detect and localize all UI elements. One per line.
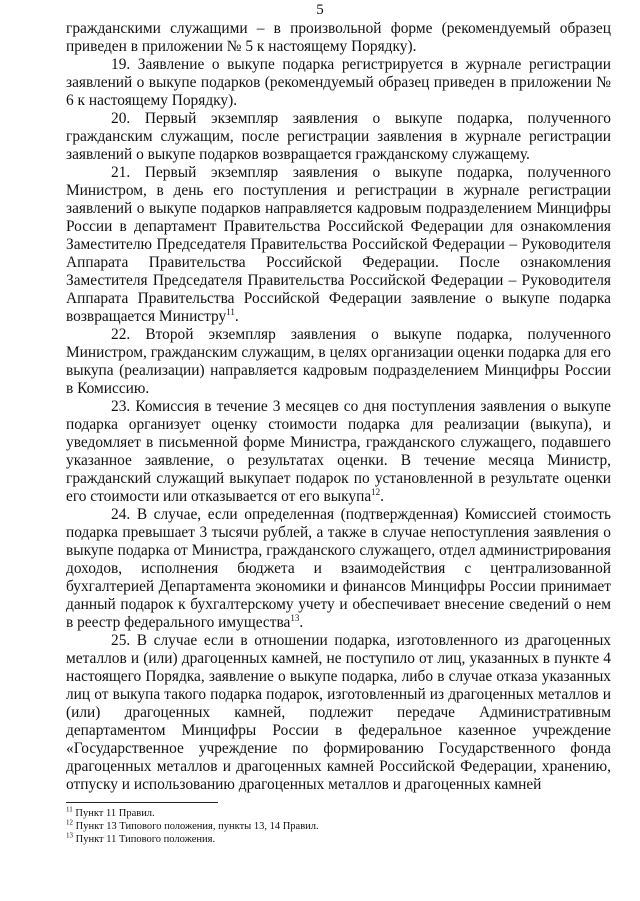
footnote-11: $^{11}$ Пункт 11 Правил.	[66, 805, 155, 819]
paragraph-continuation: гражданскими служащими – в произвольной форме (рекомендуемый образец приведен в приложении № 5 к настоящему Порядку).	[66, 20, 611, 55]
footnote-ref-13[interactable]: 13	[290, 612, 300, 623]
footnote-separator	[66, 802, 218, 803]
paragraph-22: 22. Второй экземпляр заявления о выкупе подарка, полученного Министром, гражданским служащим, в целях организации оценки подарка для его выкупа (реализации) направляется кадровым подразделением Минцифры России в Комиссию.	[66, 326, 611, 397]
footnote-13: $^{13}$ Пункт 11 Типового положения.	[66, 831, 216, 845]
footnote-12: $^{12}$ Пункт 13 Типового положения, пункты 13, 14 Правил.	[66, 818, 319, 832]
footnotes	[66, 807, 611, 846]
footnote-ref-12[interactable]: 12	[371, 486, 381, 497]
paragraph-21: 21. Первый экземпляр заявления о выкупе подарка, полученного Министром, в день его поступления и регистрации в журнале регистрации заявлений о выкупе подарков направляется кадровым подразделением Минцифры России в департамент Правительства Российской Федерации для ознакомления Заместителю Председателя Правительства Российской Федерации – Руководителя Аппарата Правительства Российской Федерации. После ознакомления Заместителя Председателя Правительства Российской Федерации – Руководителя Аппарата Правительства Российской Федерации заявление о выкупе подарка возвращается Министру$^{11}$.	[66, 164, 611, 325]
paragraph-19: 19. Заявление о выкупе подарка регистрируется в журнале регистрации заявлений о выкупе подарков (рекомендуемый образец приведен в приложении № 6 к настоящему Порядку).	[66, 56, 611, 109]
page-number: 5	[316, 2, 324, 18]
paragraph-20: 20. Первый экземпляр заявления о выкупе подарка, полученного гражданским служащим, после регистрации заявления в журнале регистрации заявлений о выкупе подарков возвращается гражданскому служащему.	[66, 110, 611, 163]
document-body	[66, 20, 611, 794]
paragraph-25: 25. В случае если в отношении подарка, изготовленного из драгоценных металлов и (или) драгоценных камней, не поступило от лиц, указанных в пункте 4 настоящего Порядка, заявление о выкупе подарка, либо в случае отказа указанных лиц от выкупа такого подарка подарок, изготовленный из драгоценных металлов и (или) драгоценных камней, подлежит передаче Административным департаментом Минцифры России в федеральное казенное учреждение «Государственное учреждение по формированию Государственного фонда драгоценных металлов и драгоценных камней Российской Федерации, хранению, отпуску и использованию драгоценных металлов и драгоценных камней	[66, 632, 611, 793]
footnote-ref-11[interactable]: 11	[226, 306, 235, 317]
paragraph-24: 24. В случае, если определенная (подтвержденная) Комиссией стоимость подарка превышает 3 тысячи рублей, а также в случае непоступления заявления о выкупе подарка от Министра, гражданского служащего, отдел администрирования доходов, исполнения бюджета и взаимодействия с централизованной бухгалтерией Департамента экономики и финансов Минцифры России принимает данный подарок к бухгалтерскому учету и обеспечивает внесение сведений о нем в реестр федерального имущества$^{13}$.	[66, 506, 611, 631]
paragraph-23: 23. Комиссия в течение 3 месяцев со дня поступления заявления о выкупе подарка организует оценку стоимости подарка для реализации (выкупа), и уведомляет в письменной форме Министра, гражданского служащего, подавшего указанное заявление, о результатах оценки. В течение месяца Министр, гражданский служащий выкупает подарок по установленной в результате оценки его стоимости или отказывается от его выкупа$^{12}$.	[66, 398, 611, 505]
